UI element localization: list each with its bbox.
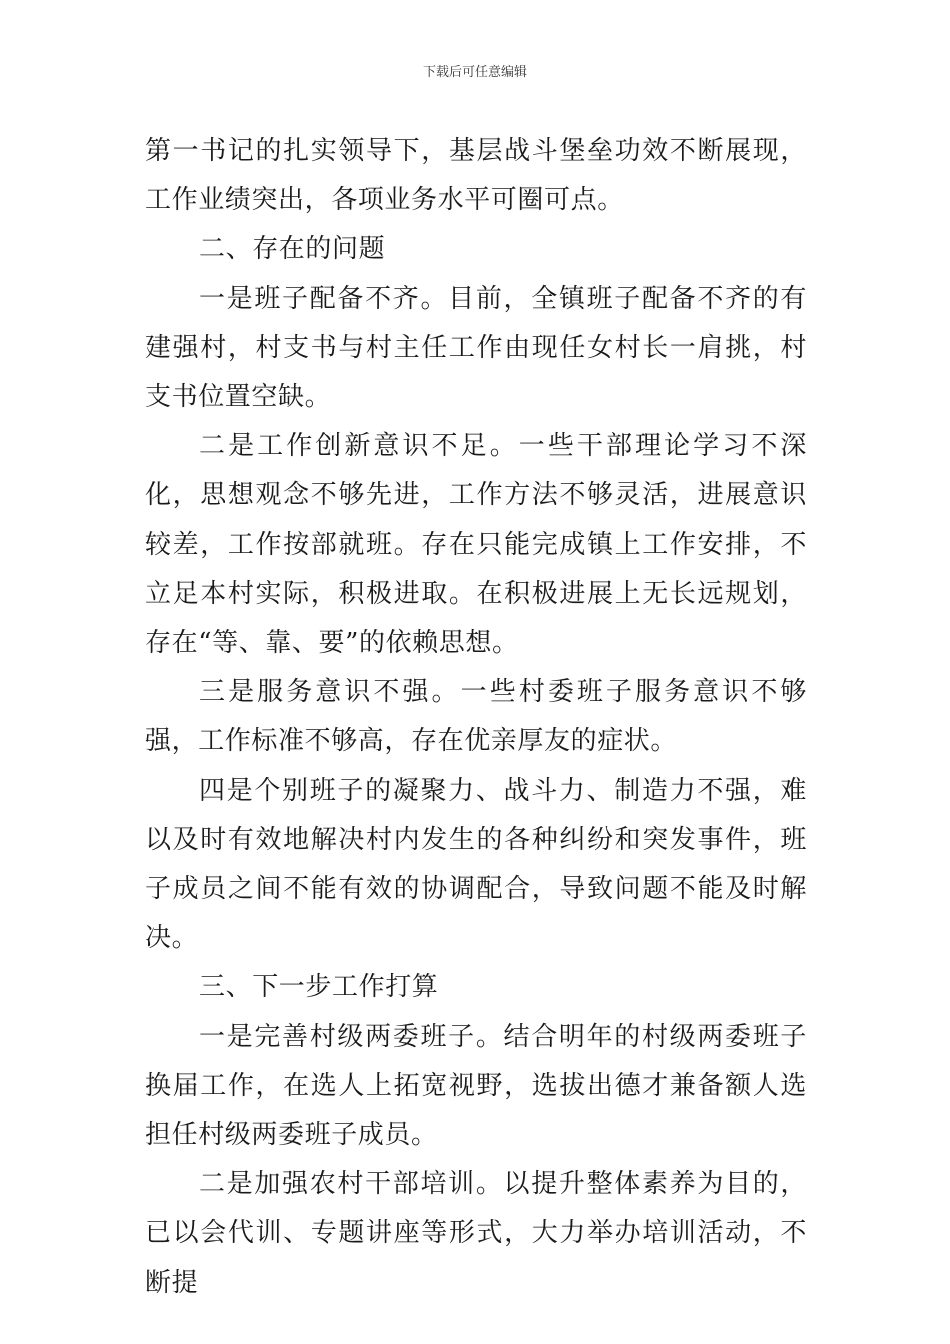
- paragraph-problem-4: 四是个别班子的凝聚力、战斗力、制造力不强，难以及时有效地解决村内发生的各种纠纷和突发事件，班子成员之间不能有效的协调配合，导致问题不能及时解决。: [145, 775, 807, 954]
- paragraph-problem-3: 三是服务意识不强。一些村委班子服务意识不够强，工作标准不够高，存在优亲厚友的症状。: [145, 677, 807, 757]
- paragraph-problem-1: 一是班子配备不齐。目前，全镇班子配备不齐的有建强村，村支书与村主任工作由现任女村长一肩挑，村支书位置空缺。: [145, 283, 807, 413]
- paragraph-plan-1: 一是完善村级两委班子。结合明年的村级两委班子换届工作，在选人上拓宽视野，选拔出德才兼备额人选担任村级两委班子成员。: [145, 1021, 807, 1151]
- section-heading-next-steps: 三、下一步工作打算: [199, 972, 439, 1003]
- section-heading-problems: 二、存在的问题: [199, 234, 386, 265]
- paragraph-continuation: 第一书记的扎实领导下，基层战斗堡垒功效不断展现，工作业绩突出，各项业务水平可圈可点。: [145, 136, 807, 216]
- paragraph-problem-2: 二是工作创新意识不足。一些干部理论学习不深化，思想观念不够先进，工作方法不够灵活，进展意识较差，工作按部就班。存在只能完成镇上工作安排，不立足本村实际，积极进取。在积极进展上无长远规划，存在“等、靠、要”的依赖思想。: [145, 431, 807, 659]
- document-body: [145, 127, 807, 1308]
- paragraph-plan-2: 二是加强农村干部培训。以提升整体素养为目的，已以会代训、专题讲座等形式，大力举办培训活动，不断提: [145, 1169, 807, 1298]
- page-header-note: 下载后可任意编辑: [422, 65, 527, 80]
